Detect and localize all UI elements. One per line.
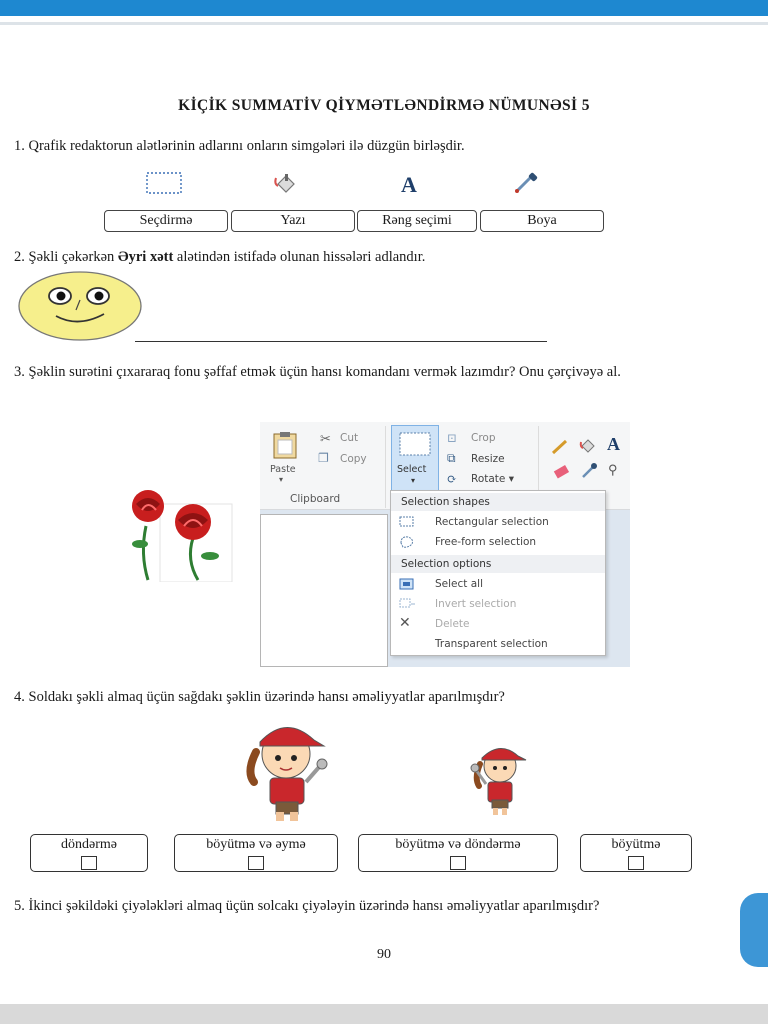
magnifier-icon[interactable]: ⚲ bbox=[608, 462, 618, 477]
free-form-selection-icon bbox=[399, 535, 415, 549]
select-rectangle-icon bbox=[145, 170, 185, 196]
color-picker-tool-icon[interactable] bbox=[580, 462, 598, 480]
option-checkbox-3[interactable] bbox=[450, 856, 466, 870]
pencil-icon[interactable] bbox=[550, 438, 570, 456]
fill-bucket-icon bbox=[270, 170, 304, 196]
option-checkbox-1[interactable] bbox=[81, 856, 97, 870]
color-picker-icon bbox=[510, 170, 544, 196]
clipboard-group-label: Clipboard bbox=[290, 493, 341, 505]
option-box-2[interactable] bbox=[174, 834, 338, 872]
name-box-4[interactable]: Boya bbox=[480, 210, 604, 232]
delete-icon: ✕ bbox=[399, 615, 411, 631]
paste-arrow-icon[interactable]: ▾ bbox=[279, 475, 284, 484]
option-box-1[interactable] bbox=[30, 834, 148, 872]
copy-label[interactable]: Copy bbox=[340, 453, 367, 465]
select-dropdown-menu bbox=[390, 490, 606, 656]
top-divider bbox=[0, 22, 768, 25]
page-number: 90 bbox=[377, 947, 391, 962]
question-5: 5. İkinci şəkildəki çiyələkləri almaq üçün solcakı çiyələyin üzərində hansı əməliyyatlar aparılmışdır? bbox=[14, 898, 600, 914]
crop-label[interactable]: Crop bbox=[471, 432, 496, 444]
fill-icon[interactable] bbox=[578, 436, 598, 456]
select-arrow-icon: ▾ bbox=[411, 476, 416, 485]
answer-line bbox=[135, 341, 547, 342]
option-label-1: döndərmə bbox=[61, 837, 117, 852]
menu-select-all[interactable]: Select all bbox=[435, 578, 483, 590]
svg-text:A: A bbox=[401, 172, 417, 196]
girl-small-image bbox=[466, 738, 536, 820]
invert-selection-icon bbox=[399, 598, 417, 611]
option-label-4: böyütmə bbox=[611, 837, 661, 852]
paste-icon[interactable] bbox=[270, 430, 300, 460]
name-box-3[interactable]: Rəng seçimi bbox=[357, 210, 477, 232]
rotate-label[interactable]: Rotate ▾ bbox=[471, 473, 514, 485]
option-label-2: böyütmə və əymə bbox=[206, 837, 306, 852]
rotate-icon[interactable]: ⟳ bbox=[447, 472, 458, 486]
menu-transparent-selection[interactable]: Transparent selection bbox=[435, 638, 548, 650]
text-tool-icon[interactable]: A bbox=[607, 434, 620, 454]
question-4: 4. Soldakı şəkli almaq üçün sağdakı şəklin üzərində hansı əməliyyatlar aparılmışdır? bbox=[14, 689, 505, 705]
resize-icon[interactable]: ⧉ bbox=[447, 451, 456, 465]
copy-icon[interactable]: ❐ bbox=[318, 451, 329, 465]
name-box-2[interactable]: Yazı bbox=[231, 210, 355, 232]
question-1: 1. Qrafik redaktorun alətlərinin adlarını onların simgələri ilə düzgün birləşdir. bbox=[14, 138, 465, 154]
paint-canvas[interactable] bbox=[260, 514, 388, 667]
rose-images bbox=[118, 486, 238, 582]
question-2: 2. Şəkli çəkərkən Əyri xətt alətindən istifadə olunan hissələri adlandır. bbox=[14, 249, 426, 265]
paste-label[interactable]: Paste bbox=[270, 464, 296, 475]
select-button[interactable] bbox=[391, 425, 439, 491]
text-a-icon bbox=[395, 170, 425, 196]
option-checkbox-2[interactable] bbox=[248, 856, 264, 870]
resize-label[interactable]: Resize bbox=[471, 453, 505, 465]
menu-delete[interactable]: Delete bbox=[435, 618, 470, 630]
menu-rectangular-selection[interactable]: Rectangular selection bbox=[435, 516, 549, 528]
girl-large-image bbox=[236, 712, 346, 822]
bottom-bar bbox=[0, 1004, 768, 1024]
page-title: KİÇİK SUMMATİV QİYMƏTLƏNDİRMƏ NÜMUNƏSİ 5 bbox=[178, 97, 590, 114]
side-tab[interactable] bbox=[740, 893, 768, 967]
smiley-face-image bbox=[16, 270, 144, 342]
option-box-3[interactable] bbox=[358, 834, 558, 872]
option-label-3: böyütmə və döndərmə bbox=[395, 837, 521, 852]
rectangular-selection-icon bbox=[399, 516, 415, 528]
option-box-4[interactable] bbox=[580, 834, 692, 872]
eraser-icon[interactable] bbox=[552, 464, 572, 480]
selection-shapes-header: Selection shapes bbox=[391, 493, 605, 511]
select-label: Select bbox=[397, 464, 427, 475]
selection-options-header: Selection options bbox=[391, 555, 605, 573]
top-bar bbox=[0, 0, 768, 16]
menu-free-form-selection[interactable]: Free-form selection bbox=[435, 536, 537, 548]
ribbon-separator bbox=[385, 426, 386, 508]
menu-invert-selection[interactable]: Invert selection bbox=[435, 598, 517, 610]
name-box-1[interactable]: Seçdirmə bbox=[104, 210, 228, 232]
select-icon bbox=[398, 431, 432, 459]
cut-icon[interactable]: ✂ bbox=[320, 431, 331, 446]
crop-icon[interactable]: ⊡ bbox=[447, 431, 458, 445]
question-3: 3. Şəklin surətini çıxararaq fonu şəffaf etmək üçün hansı komandanı vermək lazımdır? Onu çərçivəyə al. bbox=[14, 364, 621, 380]
cut-label[interactable]: Cut bbox=[340, 432, 359, 444]
select-all-icon bbox=[399, 578, 415, 591]
option-checkbox-4[interactable] bbox=[628, 856, 644, 870]
